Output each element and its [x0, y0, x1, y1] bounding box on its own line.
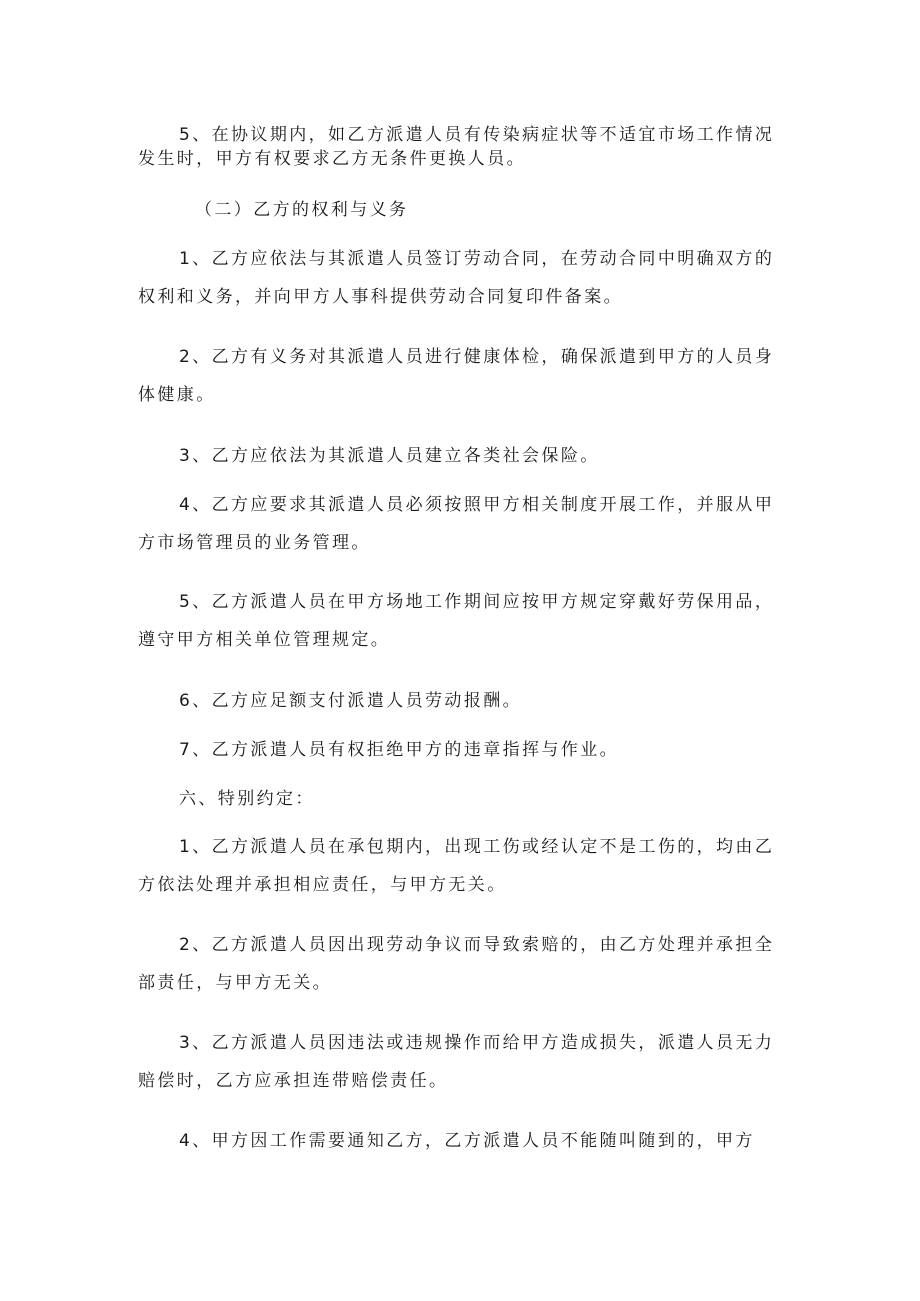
paragraph-special-2: 2、乙方派遣人员因出现劳动争议而导致索赔的，由乙方处理并承担全部责任，与甲方无关。 — [138, 935, 775, 993]
paragraph-special-1: 1、乙方派遣人员在承包期内，出现工伤或经认定不是工伤的，均由乙方依法处理并承担相应责任，与甲方无关。 — [138, 837, 775, 895]
paragraph-b-3: 3、乙方应依法为其派遣人员建立各类社会保险。 — [179, 446, 600, 466]
paragraph-b-7: 7、乙方派遣人员有权拒绝甲方的违章指挥与作业。 — [179, 740, 620, 760]
paragraph-b-1: 1、乙方应依法与其派遣人员签订劳动合同，在劳动合同中明确双方的权利和义务，并向甲方人事科提供劳动合同复印件备案。 — [138, 249, 775, 307]
paragraph-special-4: 4、甲方因工作需要通知乙方，乙方派遣人员不能随叫随到的，甲方 — [179, 1131, 755, 1151]
paragraph-b-5: 5、乙方派遣人员在甲方场地工作期间应按甲方规定穿戴好劳保用品，遵守甲方相关单位管理规定。 — [138, 592, 775, 650]
section-heading-special-agreement: 六、特别约定： — [179, 789, 315, 809]
paragraph-epidemic-replacement: 5、在协议期内，如乙方派遣人员有传染病症状等不适宜市场工作情况发生时，甲方有权要求乙方无条件更换人员。 — [138, 125, 775, 169]
paragraph-b-6: 6、乙方应足额支付派遣人员劳动报酬。 — [179, 691, 523, 711]
paragraph-b-2: 2、乙方有义务对其派遣人员进行健康体检，确保派遣到甲方的人员身体健康。 — [138, 347, 775, 405]
paragraph-b-4: 4、乙方应要求其派遣人员必须按照甲方相关制度开展工作，并服从甲方市场管理员的业务管理。 — [138, 495, 775, 553]
section-heading-party-b-rights: （二）乙方的权利与义务 — [195, 200, 409, 220]
paragraph-special-3: 3、乙方派遣人员因违法或违规操作而给甲方造成损失，派遣人员无力赔偿时，乙方应承担连带赔偿责任。 — [138, 1033, 775, 1091]
